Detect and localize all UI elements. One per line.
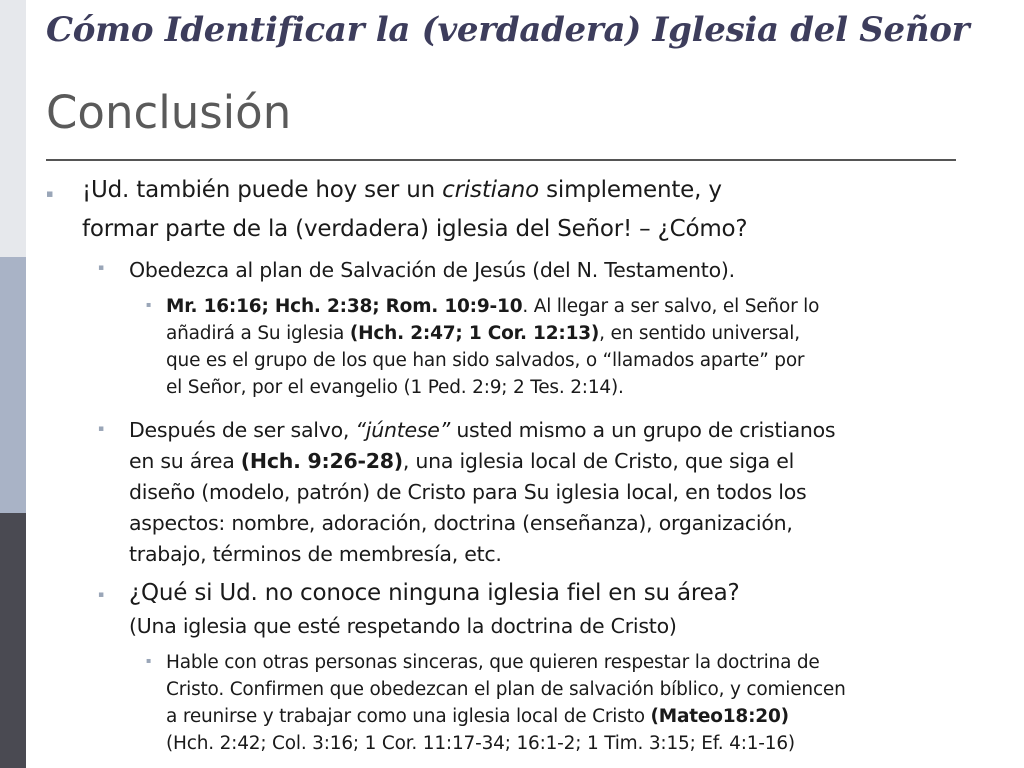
sub-bullet-text: diseño (modelo, patrón) de Cristo para Su iglesia local, en todos los — [129, 480, 807, 504]
sub-sub-bullet-text: (Hch. 2:42; Col. 3:16; 1 Cor. 11:17-34; 16:1-2; 1 Tim. 3:15; Ef. 4:1-16) — [166, 733, 795, 754]
bullet-icon: ▪ — [146, 656, 152, 665]
bullet-icon: ▪ — [98, 590, 105, 600]
series-title: Cómo Identificar la (verdadera) Iglesia del Señor — [46, 10, 970, 50]
heading-divider — [46, 159, 956, 161]
side-stripe-light — [0, 0, 26, 257]
sub-bullet-text: Obedezca al plan de Salvación de Jesús (del N. Testamento). — [129, 258, 735, 282]
sub-bullet-text: ¿Qué si Ud. no conoce ninguna iglesia fiel en su área? — [129, 580, 740, 606]
sub-sub-bullet-text: que es el grupo de los que han sido salvados, o “llamados aparte” por — [166, 350, 805, 371]
sub-sub-bullet-text: añadirá a Su iglesia (Hch. 2:47; 1 Cor. 12:13), en sentido universal, — [166, 323, 800, 344]
bullet-icon: ▪ — [46, 187, 54, 200]
sub-sub-bullet-text: a reunirse y trabajar como una iglesia local de Cristo (Mateo18:20) — [166, 706, 789, 727]
sub-bullet-text: trabajo, términos de membresía, etc. — [129, 542, 502, 566]
bullet-icon: ▪ — [98, 263, 105, 273]
bullet-text-line: ¡Ud. también puede hoy ser un cristiano simplemente, y — [82, 177, 722, 203]
bullet-icon: ▪ — [98, 424, 105, 434]
bullet-text-line: formar parte de la (verdadera) iglesia del Señor! – ¿Cómo? — [82, 216, 748, 242]
sub-bullet-text: aspectos: nombre, adoración, doctrina (enseñanza), organización, — [129, 511, 793, 535]
sub-bullet-text: (Una iglesia que esté respetando la doctrina de Cristo) — [129, 614, 677, 638]
sub-sub-bullet-text: Cristo. Confirmen que obedezcan el plan de salvación bíblico, y comiencen — [166, 679, 846, 700]
bullet-icon: ▪ — [146, 300, 152, 309]
side-stripe-dark — [0, 513, 26, 768]
sub-bullet-text: en su área (Hch. 9:26-28), una iglesia local de Cristo, que siga el — [129, 449, 795, 473]
sub-sub-bullet-text: Hable con otras personas sinceras, que quieren respestar la doctrina de — [166, 652, 820, 673]
sub-bullet-text: Después de ser salvo, “júntese” usted mismo a un grupo de cristianos — [129, 418, 836, 442]
sub-sub-bullet-text: Mr. 16:16; Hch. 2:38; Rom. 10:9-10. Al llegar a ser salvo, el Señor lo — [166, 296, 820, 317]
slide-heading: Conclusión — [46, 86, 292, 139]
side-stripe-mid — [0, 257, 26, 513]
sub-sub-bullet-text: el Señor, por el evangelio (1 Ped. 2:9; 2 Tes. 2:14). — [166, 377, 624, 398]
